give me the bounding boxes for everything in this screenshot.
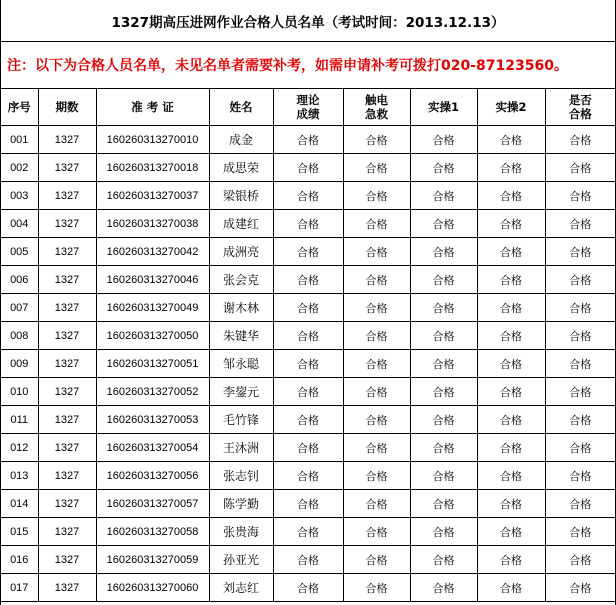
- table-row: [1, 294, 615, 322]
- cell-no: 010: [1, 378, 38, 406]
- cell-theory: 合格: [273, 350, 343, 378]
- cell-practical1: 合格: [410, 462, 477, 490]
- cell-firstaid: 合格: [343, 490, 410, 518]
- header-cell-theory: 理论 成绩: [273, 89, 343, 126]
- cell-practical1: 合格: [410, 406, 477, 434]
- cell-practical1: 合格: [410, 322, 477, 350]
- header-cell-practical1: 实操1: [410, 89, 477, 126]
- cell-ticket: 160260313270052: [96, 378, 209, 406]
- header-cell-name: 姓名: [209, 89, 273, 126]
- cell-name: 王沐洲: [209, 434, 273, 462]
- table-row: [1, 434, 615, 462]
- cell-no: 017: [1, 574, 38, 602]
- cell-name: 孙亚光: [209, 546, 273, 574]
- cell-period: 1327: [38, 518, 96, 546]
- cell-ticket: 160260313270057: [96, 490, 209, 518]
- header-cell-period: 期数: [38, 89, 96, 126]
- cell-pass: 合格: [545, 518, 615, 546]
- cell-firstaid: 合格: [343, 434, 410, 462]
- cell-no: 001: [1, 126, 38, 154]
- cell-practical1: 合格: [410, 294, 477, 322]
- cell-practical1: 合格: [410, 518, 477, 546]
- cell-no: 002: [1, 154, 38, 182]
- cell-practical2: 合格: [477, 406, 545, 434]
- cell-name: 梁银桥: [209, 182, 273, 210]
- cell-period: 1327: [38, 378, 96, 406]
- cell-theory: 合格: [273, 322, 343, 350]
- cell-period: 1327: [38, 490, 96, 518]
- cell-no: 003: [1, 182, 38, 210]
- cell-practical2: 合格: [477, 518, 545, 546]
- cell-firstaid: 合格: [343, 574, 410, 602]
- cell-practical2: 合格: [477, 294, 545, 322]
- cell-practical1: 合格: [410, 210, 477, 238]
- cell-pass: 合格: [545, 126, 615, 154]
- page-title: 1327期高压进网作业合格人员名单（考试时间：2013.12.13）: [1, 0, 615, 42]
- cell-period: 1327: [38, 350, 96, 378]
- table-row: [1, 266, 615, 294]
- cell-name: 朱键华: [209, 322, 273, 350]
- header-cell-no: 序号: [1, 89, 38, 126]
- cell-practical2: 合格: [477, 546, 545, 574]
- cell-name: 谢木林: [209, 294, 273, 322]
- cell-practical2: 合格: [477, 266, 545, 294]
- cell-ticket: 160260313270059: [96, 546, 209, 574]
- cell-pass: 合格: [545, 574, 615, 602]
- cell-pass: 合格: [545, 378, 615, 406]
- cell-theory: 合格: [273, 462, 343, 490]
- header-cell-ticket: 准 考 证: [96, 89, 209, 126]
- table-body: [1, 126, 615, 602]
- cell-practical1: 合格: [410, 350, 477, 378]
- cell-period: 1327: [38, 294, 96, 322]
- cell-no: 014: [1, 490, 38, 518]
- table-row: [1, 210, 615, 238]
- cell-practical2: 合格: [477, 378, 545, 406]
- cell-ticket: 160260313270051: [96, 350, 209, 378]
- cell-practical2: 合格: [477, 322, 545, 350]
- cell-theory: 合格: [273, 126, 343, 154]
- cell-firstaid: 合格: [343, 378, 410, 406]
- cell-ticket: 160260313270056: [96, 462, 209, 490]
- cell-firstaid: 合格: [343, 462, 410, 490]
- cell-period: 1327: [38, 210, 96, 238]
- cell-practical1: 合格: [410, 126, 477, 154]
- cell-name: 张志钊: [209, 462, 273, 490]
- notice-text: 注：以下为合格人员名单，未见名单者需要补考，如需申请补考可拨打020-87123560。: [1, 42, 615, 89]
- cell-firstaid: 合格: [343, 322, 410, 350]
- cell-period: 1327: [38, 266, 96, 294]
- cell-practical2: 合格: [477, 350, 545, 378]
- table-row: [1, 574, 615, 602]
- cell-no: 004: [1, 210, 38, 238]
- cell-ticket: 160260313270010: [96, 126, 209, 154]
- cell-period: 1327: [38, 154, 96, 182]
- header-cell-practical2: 实操2: [477, 89, 545, 126]
- cell-practical1: 合格: [410, 154, 477, 182]
- cell-no: 006: [1, 266, 38, 294]
- cell-name: 邹永聪: [209, 350, 273, 378]
- cell-ticket: 160260313270049: [96, 294, 209, 322]
- header-row: [1, 89, 615, 126]
- cell-practical2: 合格: [477, 490, 545, 518]
- table-row: [1, 378, 615, 406]
- cell-firstaid: 合格: [343, 294, 410, 322]
- cell-pass: 合格: [545, 238, 615, 266]
- cell-firstaid: 合格: [343, 238, 410, 266]
- cell-no: 011: [1, 406, 38, 434]
- cell-period: 1327: [38, 126, 96, 154]
- cell-pass: 合格: [545, 322, 615, 350]
- header-cell-firstaid: 触电 急救: [343, 89, 410, 126]
- table-row: [1, 350, 615, 378]
- cell-name: 毛竹锋: [209, 406, 273, 434]
- cell-ticket: 160260313270053: [96, 406, 209, 434]
- cell-theory: 合格: [273, 266, 343, 294]
- cell-theory: 合格: [273, 434, 343, 462]
- cell-period: 1327: [38, 434, 96, 462]
- cell-no: 005: [1, 238, 38, 266]
- cell-ticket: 160260313270018: [96, 154, 209, 182]
- cell-pass: 合格: [545, 182, 615, 210]
- cell-pass: 合格: [545, 294, 615, 322]
- cell-ticket: 160260313270058: [96, 518, 209, 546]
- cell-theory: 合格: [273, 574, 343, 602]
- cell-name: 成建红: [209, 210, 273, 238]
- table-row: [1, 406, 615, 434]
- cell-period: 1327: [38, 574, 96, 602]
- cell-practical2: 合格: [477, 574, 545, 602]
- table-row: [1, 126, 615, 154]
- cell-pass: 合格: [545, 434, 615, 462]
- cell-practical1: 合格: [410, 378, 477, 406]
- cell-practical2: 合格: [477, 126, 545, 154]
- table-row: [1, 518, 615, 546]
- cell-no: 007: [1, 294, 38, 322]
- table-row: [1, 490, 615, 518]
- cell-practical1: 合格: [410, 490, 477, 518]
- cell-no: 008: [1, 322, 38, 350]
- cell-ticket: 160260313270042: [96, 238, 209, 266]
- cell-no: 013: [1, 462, 38, 490]
- header-cell-pass: 是否 合格: [545, 89, 615, 126]
- cell-firstaid: 合格: [343, 182, 410, 210]
- cell-theory: 合格: [273, 406, 343, 434]
- cell-name: 陈学勤: [209, 490, 273, 518]
- cell-no: 016: [1, 546, 38, 574]
- cell-period: 1327: [38, 238, 96, 266]
- cell-period: 1327: [38, 406, 96, 434]
- cell-period: 1327: [38, 546, 96, 574]
- table-row: [1, 182, 615, 210]
- cell-name: 张会克: [209, 266, 273, 294]
- cell-ticket: 160260313270046: [96, 266, 209, 294]
- cell-name: 成洲亮: [209, 238, 273, 266]
- cell-firstaid: 合格: [343, 406, 410, 434]
- cell-period: 1327: [38, 462, 96, 490]
- cell-firstaid: 合格: [343, 518, 410, 546]
- results-table: [1, 89, 615, 602]
- cell-pass: 合格: [545, 490, 615, 518]
- cell-no: 015: [1, 518, 38, 546]
- cell-name: 成金: [209, 126, 273, 154]
- cell-theory: 合格: [273, 294, 343, 322]
- cell-pass: 合格: [545, 350, 615, 378]
- cell-practical2: 合格: [477, 210, 545, 238]
- cell-practical2: 合格: [477, 462, 545, 490]
- cell-theory: 合格: [273, 378, 343, 406]
- table-row: [1, 238, 615, 266]
- cell-ticket: 160260313270050: [96, 322, 209, 350]
- cell-ticket: 160260313270060: [96, 574, 209, 602]
- cell-practical1: 合格: [410, 546, 477, 574]
- cell-theory: 合格: [273, 518, 343, 546]
- cell-pass: 合格: [545, 546, 615, 574]
- cell-practical1: 合格: [410, 238, 477, 266]
- cell-firstaid: 合格: [343, 210, 410, 238]
- cell-pass: 合格: [545, 406, 615, 434]
- cell-firstaid: 合格: [343, 350, 410, 378]
- cell-pass: 合格: [545, 210, 615, 238]
- cell-period: 1327: [38, 182, 96, 210]
- cell-theory: 合格: [273, 182, 343, 210]
- cell-ticket: 160260313270038: [96, 210, 209, 238]
- cell-practical2: 合格: [477, 182, 545, 210]
- table-row: [1, 322, 615, 350]
- cell-pass: 合格: [545, 266, 615, 294]
- cell-practical1: 合格: [410, 434, 477, 462]
- cell-practical1: 合格: [410, 182, 477, 210]
- cell-practical1: 合格: [410, 574, 477, 602]
- cell-no: 009: [1, 350, 38, 378]
- cell-pass: 合格: [545, 462, 615, 490]
- cell-no: 012: [1, 434, 38, 462]
- cell-practical2: 合格: [477, 238, 545, 266]
- cell-theory: 合格: [273, 238, 343, 266]
- cell-theory: 合格: [273, 490, 343, 518]
- cell-firstaid: 合格: [343, 126, 410, 154]
- cell-firstaid: 合格: [343, 154, 410, 182]
- cell-name: 张贵海: [209, 518, 273, 546]
- cell-firstaid: 合格: [343, 266, 410, 294]
- cell-practical2: 合格: [477, 434, 545, 462]
- cell-practical2: 合格: [477, 154, 545, 182]
- table-row: [1, 154, 615, 182]
- cell-name: 李鋆元: [209, 378, 273, 406]
- cell-name: 成思荣: [209, 154, 273, 182]
- table-row: [1, 462, 615, 490]
- cell-practical1: 合格: [410, 266, 477, 294]
- cell-ticket: 160260313270054: [96, 434, 209, 462]
- cell-theory: 合格: [273, 154, 343, 182]
- cell-firstaid: 合格: [343, 546, 410, 574]
- cell-pass: 合格: [545, 154, 615, 182]
- cell-period: 1327: [38, 322, 96, 350]
- table-row: [1, 546, 615, 574]
- cell-name: 刘志红: [209, 574, 273, 602]
- cell-theory: 合格: [273, 210, 343, 238]
- cell-ticket: 160260313270037: [96, 182, 209, 210]
- cell-theory: 合格: [273, 546, 343, 574]
